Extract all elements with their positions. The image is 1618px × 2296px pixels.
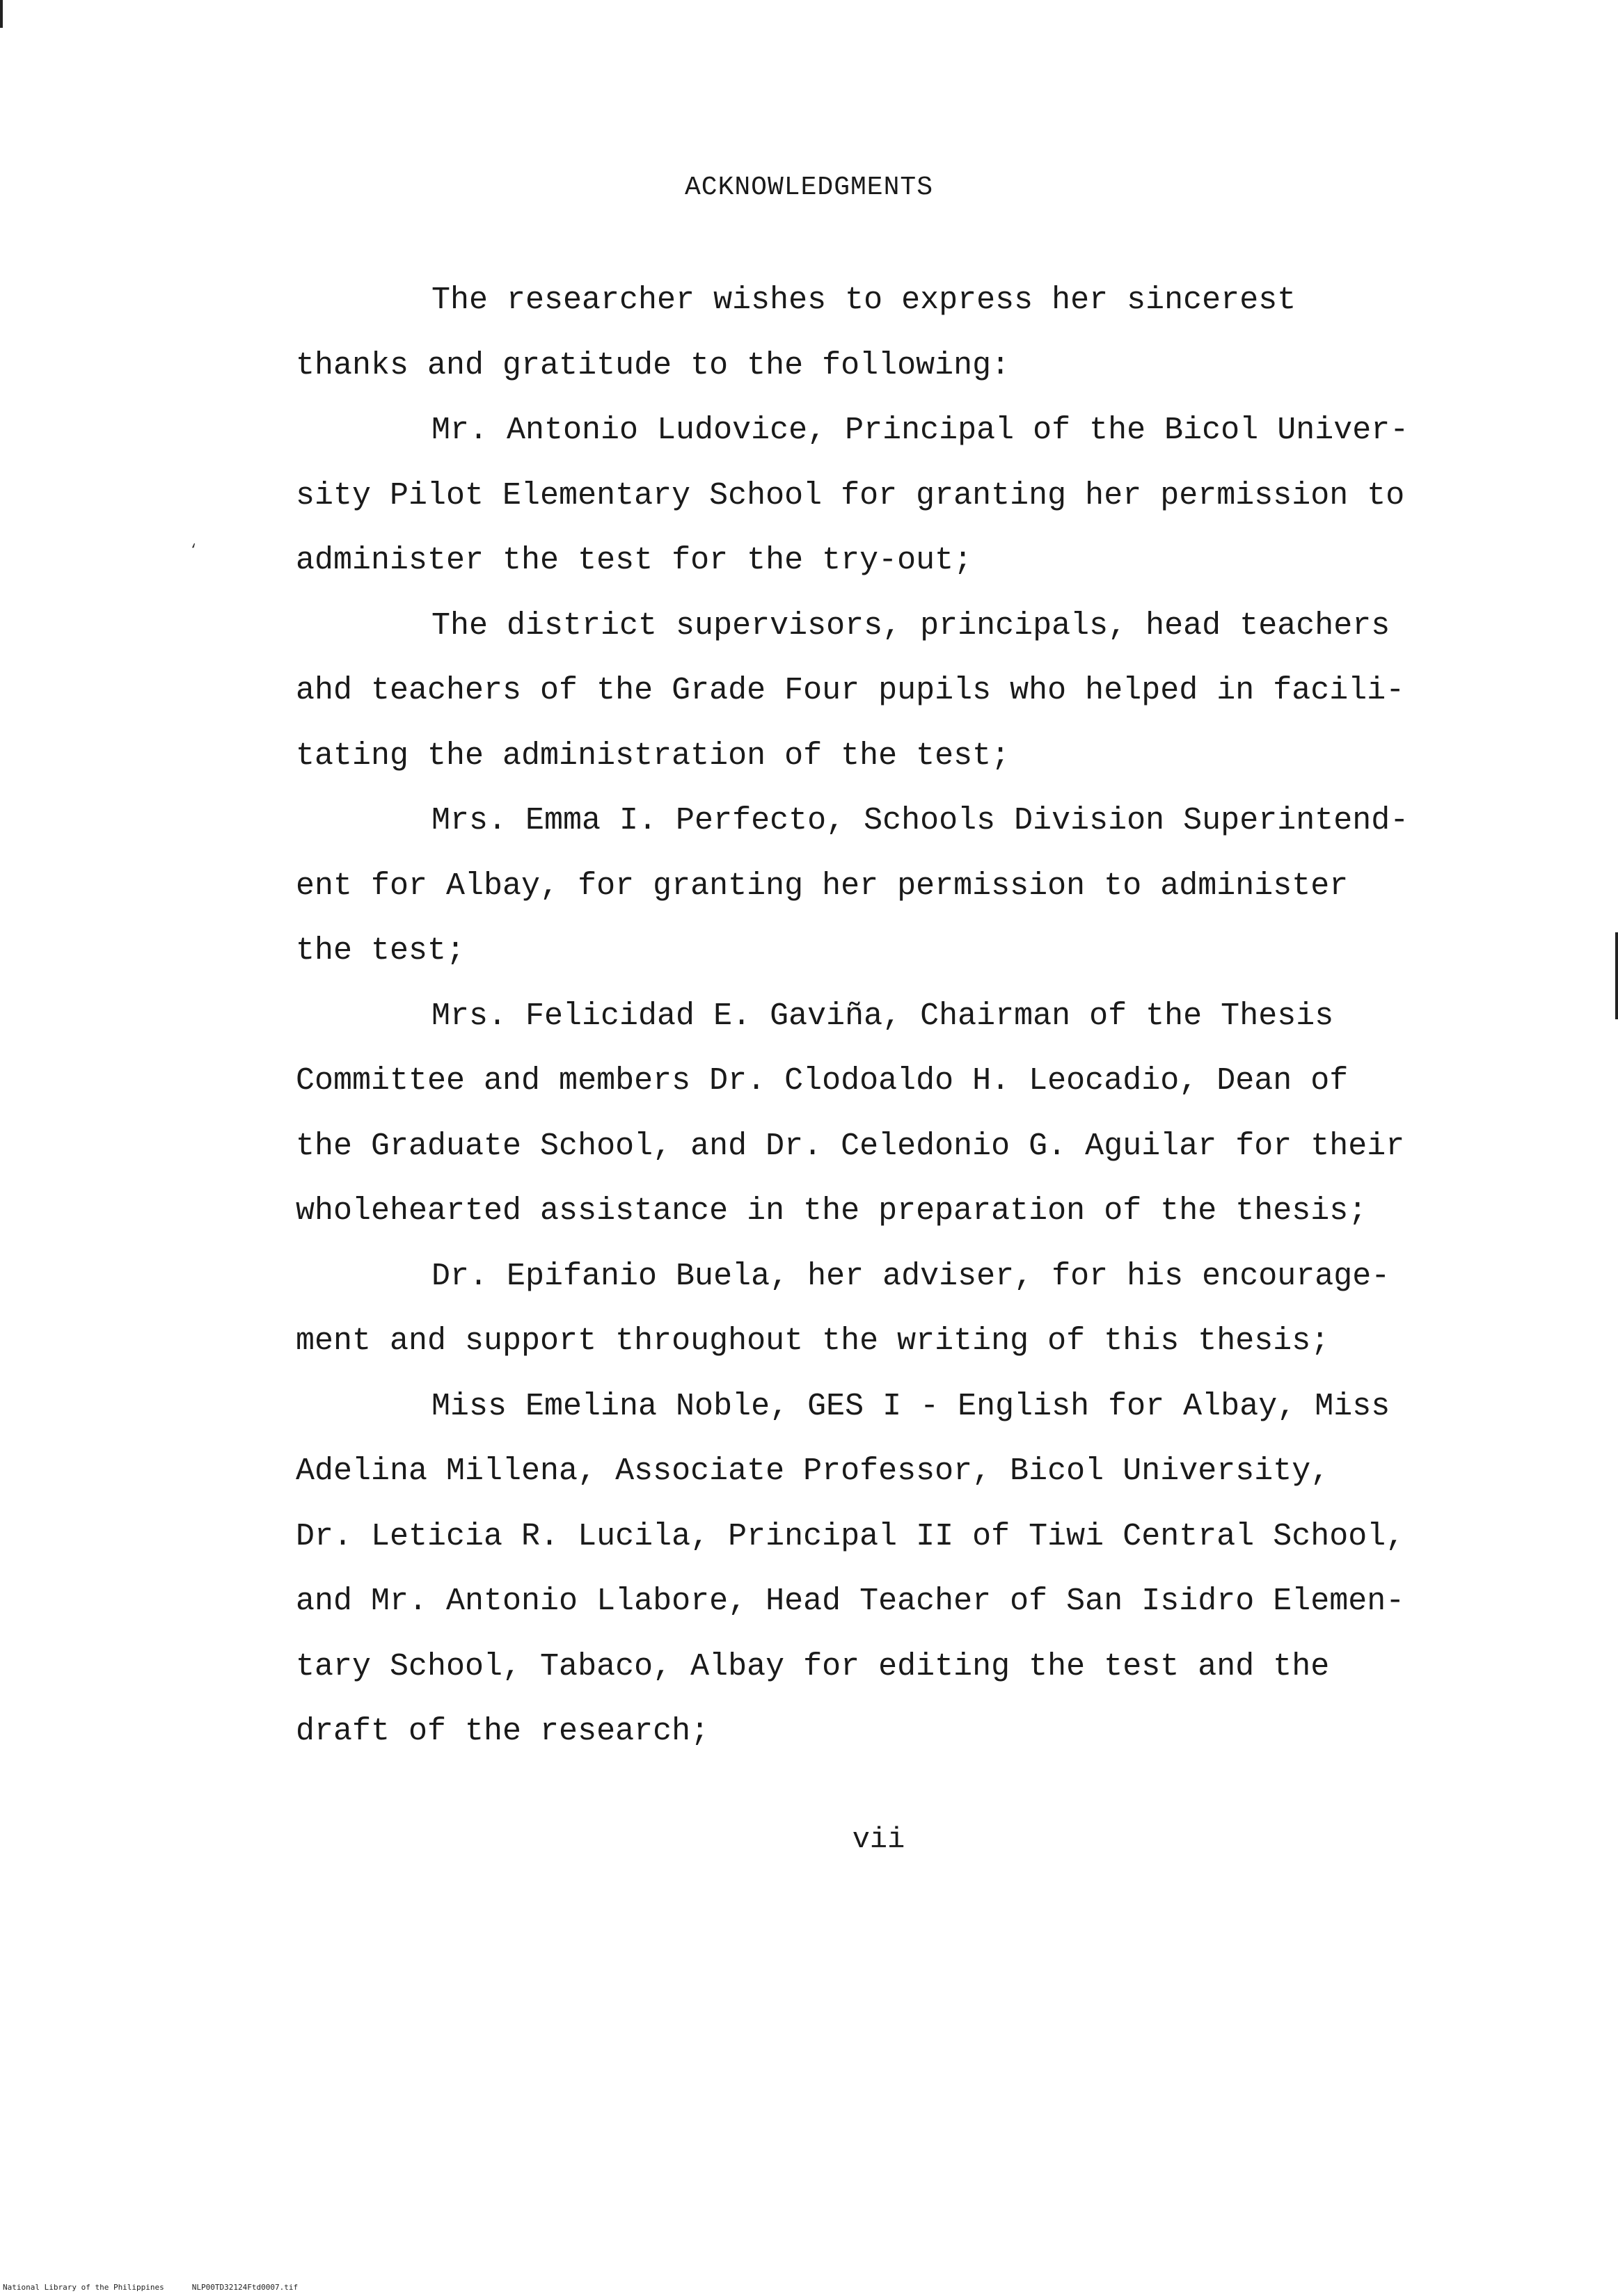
text-line: the Graduate School, and Dr. Celedonio G. Aguilar for their — [296, 1128, 1405, 1164]
text-line: ent for Albay, for granting her permission to administer — [296, 868, 1349, 904]
text-line: The researcher wishes to express her sincerest — [431, 282, 1296, 318]
text-line: administer the test for the try-out; — [296, 543, 973, 578]
text-line: wholehearted assistance in the preparation of the thesis; — [296, 1193, 1367, 1229]
footer-source: National Library of the Philippines — [3, 2283, 164, 2292]
text-line: tating the administration of the test; — [296, 738, 1010, 774]
text-line: Mrs. Felicidad E. Gaviña, Chairman of the Thesis — [431, 998, 1334, 1034]
text-line: Adelina Millena, Associate Professor, Bicol University, — [296, 1453, 1330, 1489]
text-line: Miss Emelina Noble, GES I - English for Albay, Miss — [431, 1388, 1390, 1424]
text-line: ahd teachers of the Grade Four pupils who helped in facili- — [296, 673, 1405, 708]
text-line: sity Pilot Elementary School for granting her permission to — [296, 477, 1405, 513]
footer-file-id: NLP00TD32124Ftd0007.tif — [191, 2283, 299, 2292]
text-line: ment and support throughout the writing of this thesis; — [296, 1323, 1330, 1359]
text-line: the test; — [296, 933, 466, 968]
page-number: vii — [852, 1823, 905, 1856]
text-line: and Mr. Antonio Llabore, Head Teacher of San Isidro Elemen- — [296, 1584, 1405, 1619]
scan-edge-mark — [1615, 932, 1618, 1019]
page-title: ACKNOWLEDGMENTS — [684, 173, 934, 202]
text-line: draft of the research; — [296, 1714, 710, 1749]
scan-footer — [3, 2283, 298, 2292]
text-line: Mrs. Emma I. Perfecto, Schools Division Superintend- — [431, 803, 1409, 838]
text-line: Dr. Epifanio Buela, her adviser, for his encourage- — [431, 1258, 1390, 1294]
text-line: thanks and gratitude to the following: — [296, 347, 1010, 383]
acknowledgments-body — [296, 268, 1451, 1764]
text-line: tary School, Tabaco, Albay for editing the test and the — [296, 1648, 1330, 1684]
text-line: The district supervisors, principals, head teachers — [431, 607, 1390, 644]
text-line: Mr. Antonio Ludovice, Principal of the Bicol Univer- — [431, 413, 1409, 448]
text-line: Dr. Leticia R. Lucila, Principal II of Tiwi Central School, — [296, 1518, 1405, 1554]
text-line: Committee and members Dr. Clodoaldo H. Leocadio, Dean of — [296, 1063, 1349, 1099]
scan-edge-mark — [0, 0, 3, 28]
margin-mark: ‘ — [189, 543, 198, 559]
